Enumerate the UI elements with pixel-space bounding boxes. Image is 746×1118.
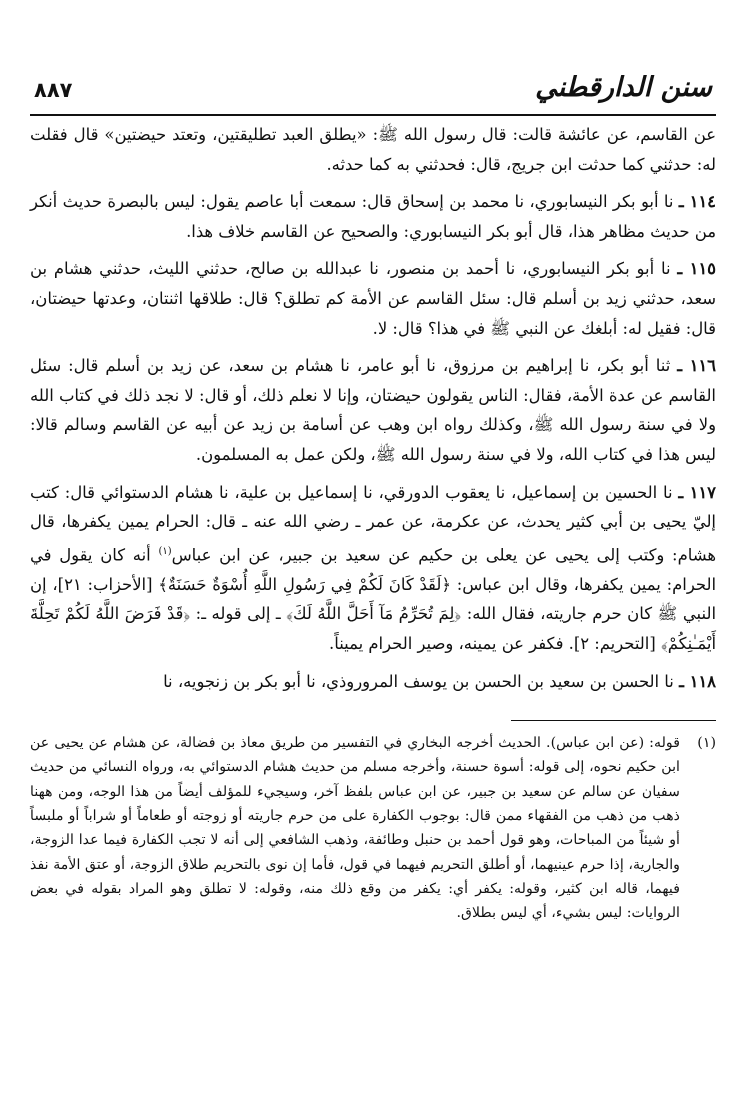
footnote-number: (١)	[697, 735, 716, 752]
page-header	[30, 70, 716, 112]
footnote	[30, 731, 716, 925]
hadith-118	[30, 667, 716, 697]
paragraph-text: أنه كان يقول في الحرام: يمين يكفرها، وقال ابن عباس: ﴿لَقَدْ كَانَ لَكُمْ فِي رَسُولِ اللَّهِ أُسْوَةٌ حَسَنَةٌ﴾ [الأحزاب: ٢١]، إن النبي ﷺ كان حرم جاريته، فقال الله: ﴿لِمَ تُحَرِّمُ مَآ أَحَلَّ اللَّهُ لَكَ﴾ ـ إلى قوله ـ: ﴿قَدْ فَرَضَ اللَّهُ لَكُمْ تَحِلَّةَ أَيْمَـٰنِكُمْ﴾ [التحريم: ٢]. فكفر عن يمينه، وصير الحرام يميناً.	[30, 545, 716, 653]
paragraph-text: نا الحسن بن سعيد بن الحسن بن يوسف المروروذي، نا أبو بكر بن زنجويه، نا	[163, 671, 674, 691]
hadith-number: ١١٤ ـ	[678, 192, 716, 212]
paragraph-continuation	[30, 120, 716, 179]
hadith-116	[30, 351, 716, 469]
main-text	[30, 120, 716, 696]
footnote-text: قوله: (عن ابن عباس). الحديث أخرجه البخاري في التفسير من طريق معاذ بن فضالة، عن هشام عن يحيى عن ابن حكيم نحوه، إلى قوله: أسوة حسنة، وأخرجه مسلم من حديث هشام الدستوائي به، ورواه النسائي من حديث سفيان عن سالم عن سعيد بن جبير، عن ابن عباس بلفظ آخر، وسيجيء للمؤلف أيضاً من هذا الوجه، ومن ههنا ذهب من ذهب من الفقهاء ممن قال: بوجوب الكفارة على من حرم جاريته أو زوجته أو طعاماً أو شراباً أو ملبساً أو شيئاً من المباحات، وهو قول أحمد بن حنبل وطائفة، وذهب الشافعي إلى أنه لا تجب الكفارة فيما عدا الزوجة، والجارية، إذا حرم عينيهما، أو أطلق التحريم فيهما في قول، فأما إن نوى بالتحريم طلاق الزوجة، أو عتق الأمة نفذ فيهما، قاله ابن كثير، وقوله: يكفر أي: يكفر من وقع ذلك منه، وقوله: لا تطلق وهو المراد بقوله في بعض الروايات: ليس بشيء، أي ليس بطلاق.	[30, 735, 680, 922]
hadith-number: ١١٧ ـ	[678, 482, 716, 502]
hadith-number: ١١٦ ـ	[677, 356, 716, 376]
paragraph-text: ثنا أبو بكر، نا إبراهيم بن مرزوق، نا أبو عامر، نا هشام بن سعد، عن زيد بن أسلم قال: سئل القاسم عن عدة الأمة، فقال: الناس يقولون حيضتان، وإنا لا نعلم ذلك، أو قال: لا نجد ذلك في كتاب الله ولا في سنة رسول الله ﷺ، وكذلك رواه ابن وهب عن أسامة بن زيد عن أبيه عن القاسم وسالم قالا: ليس هذا في كتاب الله، ولا في سنة رسول الله ﷺ، ولكن عمل به المسلمون.	[30, 356, 716, 464]
hadith-114	[30, 187, 716, 246]
paragraph-text: نا أبو بكر النيسابوري، نا محمد بن إسحاق قال: سمعت أبا عاصم يقول: ليس بالبصرة حديث أنكر من حديث مظاهر هذا، قال أبو بكر النيسابوري: والصحيح عن القاسم خلاف هذا.	[30, 192, 716, 241]
page-number: ٨٨٧	[34, 78, 73, 102]
footnote-reference[interactable]: (١)	[158, 545, 172, 557]
paragraph-text: عن القاسم، عن عائشة قالت: قال رسول الله ﷺ: «يطلق العبد تطليقتين، وتعتد حيضتين» قال فقلت له: حدثني كما حدثت ابن جريج، قال: فحدثني به كما حدثه.	[30, 125, 716, 174]
hadith-number: ١١٨ ـ	[679, 671, 716, 691]
book-title: سنن الدارقطني	[535, 72, 712, 103]
book-page	[30, 70, 716, 926]
footnote-separator	[511, 720, 716, 721]
hadith-117	[30, 478, 716, 659]
paragraph-text: نا أبو بكر النيسابوري، نا أحمد بن منصور، نا عبدالله بن صالح، حدثني الليث، حدثني هشام بن سعد، حدثني زيد بن أسلم قال: سئل القاسم عن الأمة كم تطلق؟ قال: طلاقها اثنتان، وعدتها حيضتان، قال: فقيل له: أبلغك عن النبي ﷺ في هذا؟ قال: لا.	[30, 259, 716, 338]
paragraph-text: نا الحسين بن إسماعيل، نا يعقوب الدورقي، نا إسماعيل بن علية، نا هشام الدستوائي قال: كتب إليّ يحيى بن أبي كثير يحدث، عن عكرمة، عن عمر ـ رضي الله عنه ـ قال: الحرام يمين يكفرها، قال هشام: وكتب إلى يحيى عن يعلى بن حكيم عن سعيد بن جبير، عن ابن عباس	[30, 482, 716, 565]
header-rule	[30, 114, 716, 116]
hadith-number: ١١٥ ـ	[677, 259, 716, 279]
hadith-115	[30, 254, 716, 343]
